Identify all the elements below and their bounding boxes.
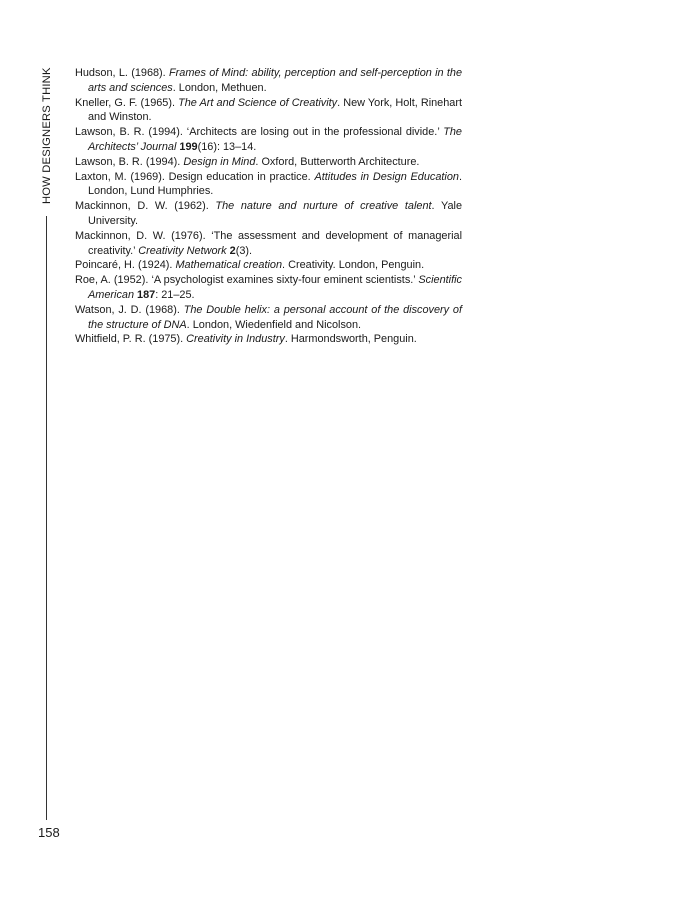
reference-segment: Scientific American [88,274,462,301]
reference-entry [75,273,462,303]
reference-segment: Lawson, B. R. (1994). [75,155,184,168]
margin-rule [46,216,47,820]
reference-entry [75,332,462,347]
reference-segment: (3). [235,244,253,257]
reference-list [75,66,462,347]
reference-segment: . London, Methuen. [172,81,267,94]
reference-entry [75,155,462,170]
reference-segment: . London, Wiedenfield and Nicolson. [186,318,362,331]
reference-segment: The Architects’ Journal [88,126,462,153]
reference-segment: . Yale University. [88,200,463,227]
reference-segment: Kneller, G. F. (1965). [75,96,179,109]
reference-segment: The Art and Science of Creativity [178,96,338,109]
reference-segment: Hudson, L. (1968). [75,67,169,79]
reference-segment: The Double helix: a personal account of the discovery of the structure of DNA [88,303,463,331]
reference-segment: . New York, Holt, Rinehart and Winston. [88,96,463,124]
reference-segment: Creativity Network [138,244,227,257]
reference-segment: Attitudes in Design Education [314,170,459,183]
reference-segment: Design in Mind [183,155,256,168]
reference-segment: 2 [229,244,236,257]
reference-segment: . Harmondsworth, Penguin. [284,333,417,346]
reference-segment: The nature and nurture of creative talent [215,200,432,213]
reference-entry [75,125,462,155]
reference-entry [75,229,462,259]
reference-segment: 199 [179,140,198,153]
reference-segment: 187 [137,288,156,301]
reference-entry [75,303,462,333]
reference-segment: : 21–25. [155,288,195,301]
reference-segment: Roe, A. (1952). ‘A psychologist examines sixty-four eminent scientists.’ [75,274,419,287]
reference-segment: Watson, J. D. (1968). [75,303,184,316]
reference-segment: Creativity in Industry [186,333,285,346]
reference-segment: Laxton, M. (1969). Design education in practice. [75,170,315,183]
reference-segment: . London, Lund Humphries. [88,170,462,198]
reference-segment: . Creativity. London, Penguin. [282,259,425,272]
reference-segment: Mackinnon, D. W. (1976). ‘The assessment and development of managerial creativity.’ [75,229,462,257]
reference-segment: . Oxford, Butterworth Architecture. [255,155,420,168]
reference-segment: Frames of Mind: ability, perception and self-perception in the arts and sciences [88,67,463,94]
reference-segment: Mackinnon, D. W. (1962). [75,200,216,213]
reference-segment: Lawson, B. R. (1994). ‘Architects are losing out in the professional divide.’ [75,126,444,139]
reference-entry [75,170,462,200]
reference-entry [75,96,462,126]
reference-segment: (16): 13–14. [197,140,257,153]
reference-segment: Whitfield, P. R. (1975). [75,333,187,346]
reference-segment: Mathematical creation [175,259,283,272]
reference-segment: Poincaré, H. (1924). [75,259,176,272]
page-number: 158 [38,825,60,840]
running-head: HOW DESIGNERS THINK [41,67,53,204]
reference-entry [75,66,462,96]
reference-entry [75,258,462,273]
reference-entry [75,199,462,229]
